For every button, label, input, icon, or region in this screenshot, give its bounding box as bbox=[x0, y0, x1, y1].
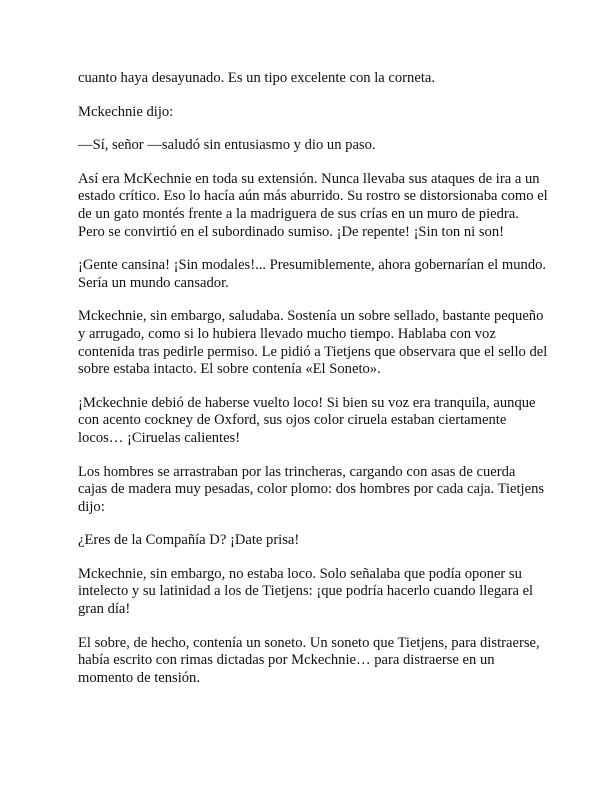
paragraph: Así era McKechnie en toda su extensión. Nunca llevaba sus ataques de ira a un estado crítico. Eso lo hacía aún más aburrido. Su rostro se distorsionaba como el de un gato montés frente a la madriguera de sus crías en un muro de piedra. Pero se convirtió en el subordinado sumiso. ¡De repente! ¡Sin ton ni son! bbox=[78, 170, 548, 240]
paragraph: El sobre, de hecho, contenía un soneto. Un soneto que Tietjens, para distraerse, había escrito con rimas dictadas por Mckechnie… para distraerse en un momento de tensión. bbox=[78, 634, 540, 686]
paragraph: ¿Eres de la Compañía D? ¡Date prisa! bbox=[78, 532, 300, 549]
paragraph: —Sí, señor —saludó sin entusiasmo y dio un paso. bbox=[78, 137, 376, 154]
paragraph: Los hombres se arrastraban por las trincheras, cargando con asas de cuerda cajas de madera muy pesadas, color plomo: dos hombres por cada caja. Tietjens dijo: bbox=[78, 463, 545, 515]
paragraph: Mckechnie dijo: bbox=[78, 103, 174, 120]
body-text bbox=[78, 70, 548, 703]
paragraph: cuanto haya desayunado. Es un tipo excelente con la corneta. bbox=[78, 70, 435, 86]
paragraph: ¡Mckechnie debió de haberse vuelto loco! Si bien su voz era tranquila, aunque con acento cockney de Oxford, sus ojos color ciruela estaban ciertamente locos… ¡Ciruelas calientes! bbox=[78, 394, 536, 446]
paragraph: Mckechnie, sin embargo, no estaba loco. Solo señalaba que podía oponer su intelecto y su latinidad a los de Tietjens: ¡que podría hacerlo cuando llegara el gran día! bbox=[78, 565, 534, 618]
paragraph: Mckechnie, sin embargo, saludaba. Sostenía un sobre sellado, bastante pequeño y arrugado, como si lo hubiera llevado mucho tiempo. Hablaba con voz contenida tras pedirle permiso. Le pidió a Tietjens que observara que el sello del sobre estaba intacto. El sobre contenía «El Soneto». bbox=[78, 308, 548, 378]
paragraph: ¡Gente cansina! ¡Sin modales!... Presumiblemente, ahora gobernarían el mundo. Sería un mundo cansador. bbox=[78, 257, 547, 291]
